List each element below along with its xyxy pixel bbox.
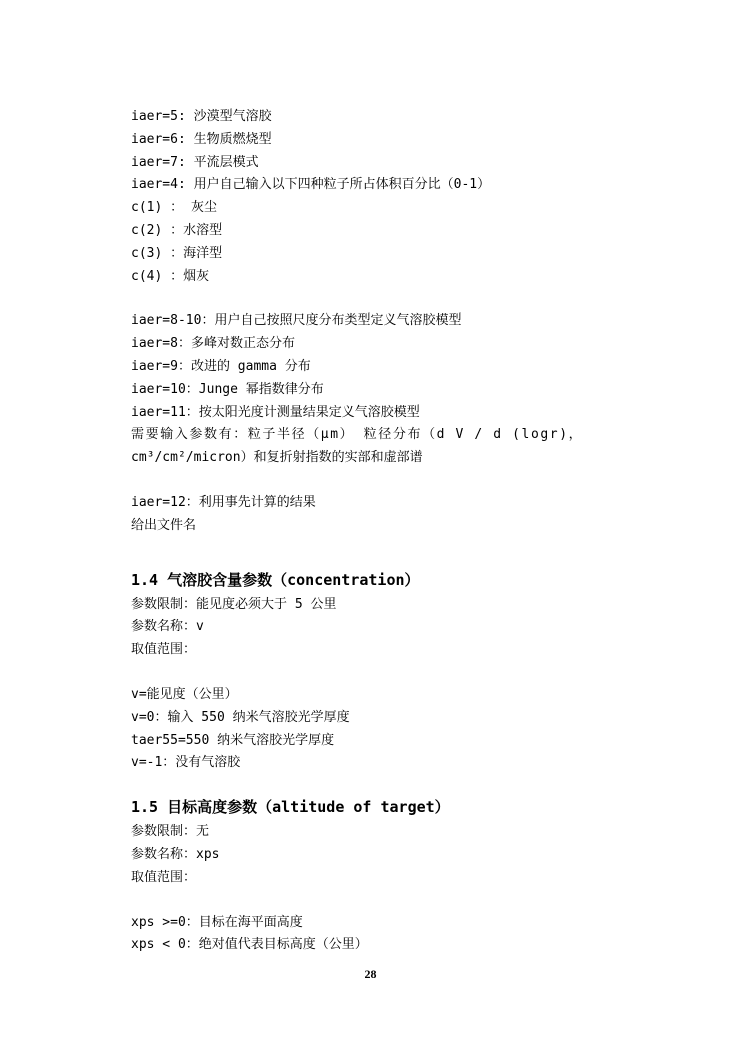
aerosol-model-line: iaer=4: 用户自己输入以下四种粒子所占体积百分比（0-1） [131,177,491,193]
parameter-restriction: 参数限制：无 [131,824,210,840]
particle-component-line: c(1) ： 灰尘 [131,200,217,216]
concentration-value-line: v=能见度（公里） [131,686,238,702]
precomputed-line: iaer=12：利用事先计算的结果 [131,494,316,510]
range-label: 取值范围： [131,869,197,885]
units-line: cm³/cm²/micron）和复折射指数的实部和虚部谱 [131,450,423,466]
particle-component-line: c(2) ：水溶型 [131,222,223,238]
paragraph-gap [131,470,611,492]
parameter-name: 参数名称：v [131,619,204,635]
concentration-value-line: v=-1：没有气溶胶 [131,755,241,771]
aerosol-model-line: iaer=7: 平流层模式 [131,154,259,170]
size-distribution-line: iaer=8：多峰对数正态分布 [131,336,295,352]
size-distribution-line: iaer=8-10：用户自己按照尺度分布类型定义气溶胶模型 [131,313,462,329]
particle-component-line: c(4) ：烟灰 [131,268,210,284]
section-heading-concentration: 1.4 气溶胶含量参数（concentration） [131,570,420,589]
precomputed-line: 给出文件名 [131,517,197,533]
range-label: 取值范围： [131,642,197,658]
paragraph-gap [131,890,611,912]
paragraph-gap [131,288,611,310]
size-distribution-line: iaer=11：按太阳光度计测量结果定义气溶胶模型 [131,404,420,420]
size-distribution-line: iaer=10：Junge 幂指数律分布 [131,381,324,397]
paragraph-gap [131,538,611,560]
paragraph-gap [131,775,611,787]
aerosol-model-line: iaer=5: 沙漠型气溶胶 [131,109,272,124]
aerosol-model-line: iaer=6: 生物质燃烧型 [131,131,272,147]
section-heading-altitude: 1.5 目标高度参数（altitude of target） [131,798,450,817]
page-number: 28 [364,967,377,981]
concentration-value-line: v=0：输入 550 纳米气溶胶光学厚度 [131,709,350,725]
parameter-name: 参数名称：xps [131,846,220,862]
concentration-value-line: taer55=550 纳米气溶胶光学厚度 [131,732,335,748]
altitude-value-line: xps < 0：绝对值代表目标高度（公里） [131,937,368,953]
particle-component-line: c(3) ：海洋型 [131,245,223,261]
page-content [131,106,611,957]
altitude-value-line: xps >=0：目标在海平面高度 [131,914,303,930]
paragraph-gap [131,662,611,684]
parameter-restriction: 参数限制：能见度必须大于 5 公里 [131,596,337,612]
input-parameters-line: 需要输入参数有：粒子半径（μm） 粒径分布（d V / d (logr)， [131,427,584,443]
size-distribution-line: iaer=9：改进的 gamma 分布 [131,358,311,374]
